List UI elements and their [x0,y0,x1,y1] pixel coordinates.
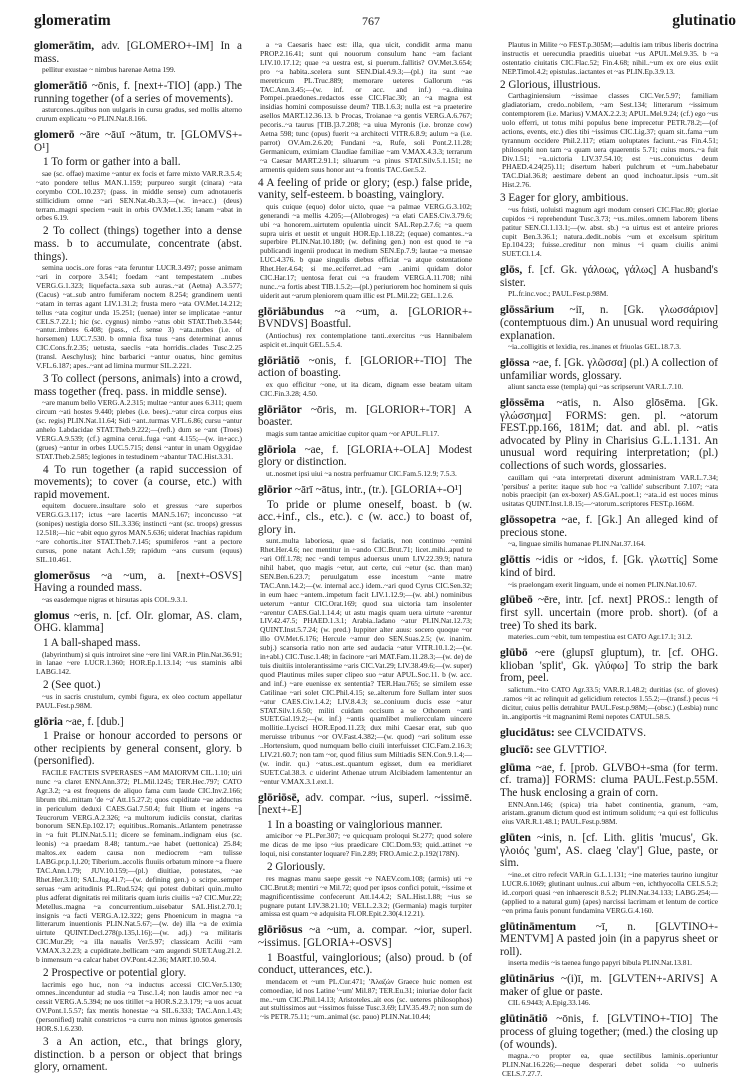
dictionary-entry [500,304,718,352]
headword: glūbō [500,646,528,660]
headword: glomerātiō [34,79,88,93]
entry-header [258,484,472,497]
running-head-last-word: glutinatio [672,12,736,29]
sense-citations: sunt..multa laboriosa, quae si faciatis, non continuo ~emini Rhet.Her.4.6; nec mentitur in ~ando CIC.Brut.71; licet..mihi..apud te ~ari Off.1.78; nec ~andi tempus aduersus unum LIV.22.39.9; natura nihil habet, quo magis ~etur, aut certe, cui ~etur (sc. than man) SEN.Ben.6.23.7; peruulgatum esse incestum ~ante matre TAC.Ann.14.2;—(w. internal acc.) idem..~ari quod Cyrus CIC.Sen.32; in eum haec ~antem..impetum facit LIV.1.12.9;—(w. abl.) nominibus ueterum ~antur CIC.Orat.169; quod sua uictoria tam insolenter ~arentur CAES.Gal.1.14.4; ut astu magis quam uera uirtute ~arentur LIV.42.47.5; PHAED.1.3.1; Arabia..ladano ~atur PLIN.Nat.12.73; QUINT.Inst.5.7.24; (w. pred.) Iuppiter alter auus: socero quoque ~or illo OV.Met.6.176; Hercule ~amur deo SEN.Suas.2.5; (w. inanim. subj.) scansoria ratio non arte sed audacia ~atur VITR.10.1.2;—(w. in+abl.) CIC.Tusc.1.48; in facinore ~ari MAT.Fam.11.28.3;—(w. de) de tuis diuitiis intolerantissime ~aris CIC.Vat.29; LIV.38.49.6;—(w. super) quod Plautinus miles super clipeo suo ~atur APUL.Soc.11. b (w. acc. and inf.) ~are euenisse ex sententia? TER.Hau.765; se similem esse Catilinae ~ari solet CIC.Phil.4.15; se..alterum fore Sullam inter suos ~atur CAES.Civ.1.4.2; LIV.8.4.3; se..coniuum ducis esse ~atur STAT.Silv.1.6.50; militi cuidam occisum a se Othonem ~anti SUET.Gal.19.2;—(w. inf.) ~antis quamlibet muliercculam uincere mollitie..Lyciscí HOR.Epod.11.23; dux mihi Caesar erat, sub quo meruisse tribunus ~or OV.Fast.4.382;—(w. quod) ~ari solitum esse ..Hortensium, quod numquam bello ciuili interfuisset CIC.Fam.2.16.3; LIV.21.60.7; non tam ~or, quod filius sum Miltiadis SEN.Con.9.1.4;—(w. indir. qu.) ~atus..est..quantum egisset, dum ea meridiaret SUET.Cal.38.3. c uiderint Athenae utrum Alcibiadem lamententur an ~entur V.MAX.3.1.ext.1. [260,536,472,786]
sense-definition: To pride or plume oneself, boast. b (w. acc.+inf., cls., etc.). c (w. acc.) to boast of, glory in. [258,498,472,536]
entry-grammar-definition: ~āre ~āuī ~ātum, tr. [GLOMVS+-O¹] [34,129,242,154]
headword: glōs, [500,263,523,277]
dictionary-entry [500,832,718,915]
entry-grammar-definition: ~ōnis, f. [GLVTINO+-TIO] The process of gluing together; (med.) the closing up (of wounds). [500,1013,718,1051]
entry-grammar-definition: ~ōnis, f. [next+-TIO] (app.) The running together (of a series of movements). [34,80,243,105]
dictionary-entry [258,306,472,350]
sense-definition: 3 a An action, etc., that brings glory, distinction. b a person or object that brings glory, ornament. [34,1035,242,1074]
entry-header [34,716,242,729]
entry-header [500,762,718,800]
entry-header [500,397,718,473]
column-left [34,40,242,1079]
entry-header [500,554,718,579]
citation: PL.fr.inc.voc.; PAUL.Fest.p.98M. [508,289,609,299]
column-middle [258,40,472,1027]
entry-grammar-definition: ~ae, f. [Gk.] An alleged kind of precious stone. [500,514,718,539]
citation: CIL 6.9443; A.Epig.33.146. [508,998,591,1008]
headword: glōriōsus [258,923,303,937]
entry-grammar-definition: ~idis or ~idos, f. [Gk. γλωττίς] Some kind of bird. [500,554,719,579]
sense-citations: lacrimis ego huc, non ~a inductus accessi CIC.Ver.5.130; omnes..incenduntur ad studia ~a Tusc.1.4; non laudis amor nec ~a cessit VERG.A.5.394; ne uos titillet ~a HOR.S.2.3.179; ~a uos acuat OV.Pont.1.5.57; fax mentis honestae ~a SIL.6.333; TAC.Ann.1.43; (personified) trahit constrictos ~a curru non minus ignotos generosis HOR.S.1.6.230. [36,979,242,1034]
sense-definition: 1 To form or gather into a ball. [43,156,181,169]
dictionary-entry [500,264,718,299]
dictionary-entry [500,357,718,392]
entry-header [500,1013,718,1051]
citation: aliunt sancta esse (templa) qui ~as scripserunt VAR.L.7.10. [508,382,684,392]
dictionary-entry [258,792,472,920]
headword: glucīō: [500,743,534,757]
dictionary-entry [258,41,472,301]
headword: glōssēma [500,396,545,410]
sense-citations: (labyrinthum) si quis introiret sine ~ere lini VAR.in Plin.Nat.36.91; in lanae ~ere LUCR.1.360; HOR.Ep.1.13.14; ~us staminis albi LABG.142. [36,649,242,677]
entry-grammar-definition: adv. compar. ~ius, superl. ~issimē. [next+-E] [258,791,473,817]
entry-grammar-definition: adv. [GLOMERO+-IM] In a mass. [34,40,242,65]
sense-citations: amicibor ~e PL.Per.307; ~e quicquam proloqui St.277; quod solere me dicas de me ipso ~ius praedicare CIC.Dom.93; quid..attinet ~e loqui, nisi constanter loquare? Fin.2.89; FRO.Amic.2.p.192(178N). [260,831,472,859]
entry-grammar-definition: ~eris, n. [cf. OIr. glomar, AS. clam, OHG. klamma] [34,609,243,635]
dictionary-entry [34,610,242,711]
dictionary-entry [500,594,718,642]
sense-definition: 1 A ball-shaped mass. [43,636,141,649]
sense-citations: FACILE FACTEIS SVPERASES ~AM MAIORVM CIL.1.10; uiri nunc ~a claret ENN.Ann.372; PL.Mil.1245; TER.Hec.797; CATO Agr.3.2; ~a est frequens de aliquo fama cum laude CIC.Inv.2.166; librum tibi..mittam 'de ~a' Att.15.27.2; quos cupiditate ~ae adductus in periculum deduxi CAES.Gal.7.50.4; fuit Ilium et ingens ~a Teucrorum VERG.A.2.326; ~a multorum iudiciis constat, claritas bonorum SEN.Ep.102.17; equitibus..Romanis..Atlantem penetrasse in ~a fuit PLIN.Nat.5.11; dicere se feminam..indignam eius (sc. leonis) ~a praedam 8.48; tantum..~ae habet (uettonica) 25.84; maltos..ex eadem causa non mediocrem ~am tulisse LABG.pr.p.1,l.20; Tiberium..accolis fluuiis orbatum minore ~a fluere TAC.Ann.1.79; JUV.10.159;—(pl.) diuitiae, potestates, ~ae Rhet.Her.3.10; SAL.Jug.41.7;—(w. defining gen.) o scirpe..semper seruas ~am aritudinis PL.Rud.524; qui potest dubitari quin..multo plus adferat dignitatis rei militaris quam iuris ciuilis ~a? CIC.Mur.22; Metellus..magna ~a concurrentium..uisebatur SAL.Hist.2.70.1; insignis ~a facti VERG.A.12.322; gens Phoenicum in magna ~a litterarum inuentionis PLIN.Nat.5.67;—(w. de) illa ~a de eximia uirtute QUINT.Decl.278(p.135,l.16);—(w. adj.) ~a militaris CIC.Mur.29; ~a illa naualis Ver.5.97; classicam Acilii ~am V.MAX.3.2.23; a cupiditate..bellicam ~am augendi SUET.Aug.21.2. b inmensum ~a calcar habet OV.Pont.4.2.36; MART.10.50.4. [36,768,242,965]
entry-header [500,832,718,870]
dictionary-entry [258,924,472,1022]
sense-definition: 3 To collect (persons, animals) into a crowd, mass together (freq. pass. in middle sense). [34,372,242,398]
headword: glomerōsus [34,568,91,582]
entry-grammar-definition: ~ae, f. [Gk. γλῶσσα] (pl.) A collection of unfamiliar words, glossary. [500,357,718,382]
entry-header [500,264,718,289]
sense-definition: 1 In a boasting or vainglorious manner. [267,818,443,831]
sense-citations: ~are manum bello VERG.A.2.315; multae ~antur aues 6.311; quem circum ~ati hostes 9.440; plebes (i.e. bees)..~atur circa corpus eius (sc. regis) PLIN.Nat.11.64; Sidi ~ant..turmas V.FL.6.86; cursu ~antur anhelo Labdacidae STAT.Theb.9.222;—(refl.) dum se ~ant (Troes) VERG.A.9.539; (cf.) agmina cerui..fuga ~ant 4.155;—(w. in+acc.) (grues) ~antur in orbes LUC.5.715; densi ~antur in unam Ogygidae STAT.Theb.2.585; legiones in testudinem ~abantur TAC.Hist.3.31. [36,398,242,461]
sense-citations: res magnas manu saepe gessit ~e NAEV.com.108; (armis) uti ~e CIC.Brut.8; mentiri ~e Mil.72; quod per ipsos confici potuit, ~issime et magnificentissime confecerunt Att.14.4.2; SAL.Hist.1.88; ~ius se pugnare putant LIV.38.21.10; VELL.2.3.2; (Germania) magis turpiter amissa est quam ~e adquisita FLOR.Epit.2.30(4.12.21). [260,873,472,919]
headword: glōria [34,714,63,728]
entry-grammar-definition: ~ere (glupsī gluptum), tr. [cf. OHG. klioban 'split', Gk. γλύφω] To strip the bark from, peel. [500,647,718,685]
sense-citations: mendacem et ~um PL.Cur.471; 'Ἀλαζών Graece huic nomen est comoediae, id nos Latine '~um' Mil.87; TER.Eu.31; iniuriae dolor facit me..~um CIC.Phil.14.13; Aristoteles..ait eos (sc. ueteres philosophos) aut stultissimos aut ~issimos fuisse Tusc.3.69; LIV.35.49.7; non sum de ~is PETR.75.11; ~um..animal (sc. pauo) PLIN.Nat.10.44; [260,976,472,1022]
entry-header [500,594,718,632]
headword: glōrior [258,482,293,496]
entry-header [258,306,472,331]
dictionary-entry [34,40,242,75]
dictionary-entry [500,727,718,740]
entry-header [500,357,718,382]
sense-citations: Plautus in Milite ~o FEST.p.305M;—adultis iam tribus liberis doctrina instructis et uerecundia praeditis uiuebat ~us APUL.Mel.9.35. b ~a ostentatio ciuitatis CIC.Flac.52; Fin.4.68; nihil..~um ex ore eius exiit NEP.Timol.4.2; epistulas..iactantes et ~as PLIN.Ep.3.9.13. [502,40,718,76]
sense-definition: 2 (See quot.) [43,679,101,692]
column-right [500,40,718,1084]
entry-header [34,80,242,105]
entry-header [500,514,718,539]
headword: glōriātiō [258,353,300,367]
entry-header [34,129,242,154]
citation: asturcones..quibus non uulgaris in cursu gradus, sed mollis alterno crurum explicatu ~o PLIN.Nat.8.166. [36,105,242,124]
sense-citations: sae (sc. offae) maxime ~antur ex focis et farre mixto VAR.R.3.5.4; ~ato pondere tellus MAN.1.159; purpureo surgit (cinara) ~ata corymbo COL.10.237; (pass. in middle sense) cum adnotaueris stillicidium omne ~ari SEN.Nat.4b.3.3;—(w. in+acc.) (deus) terram..magni speciem ~auit in orbis OV.Met.1.35; lanam ~abat in orbes 6.19. [36,168,242,223]
sense-citations: a ~a Caesaris haec est: illa, qua uicit, condidit arma manu PROP.2.16.41; sunt qui nouorum consulum hanc ~am faciant LIV.10.17.12; quae ~a uestra est, si puerum..fallitis? OV.Met.3.654; pro ~a habita..scelera sunt SEN.Dial.4.9.3;—(pl.) ita sunt ~ae meretricum PL.Truc.889; memorare ueteres Gallorum ~as TAC.Ann.3.45;—(w. inf. or acc. and inf.) ~a..diuina Pompei..praedones..redactos esse CIC.Flac.30; an ~a magna est insidias homini composuisse deum? TIB.1.6.3; nulla est ~a praeterire asellos MART.12.36.13. b Procas, Troianae ~a gentis VERG.A.6.767; pecoris..~a taurus [TIB.]3.7.208; ~a uiua Myronis (i.e. bronze cow) Aetna 598; tunc (opus) fuerit ~a architecti VITR.6.8.9; aulum ~a (i.e. parrot) OV.Am.2.6.20; Fundani ~a, Rufe, soli Pont.2.11.28; Germanicum, eximiam Claudiae familiae ~am V.MAX.4.3.3; terrarum ~a Caesar MART.2.91.1; siluarum ~a pinus STAT.Silv.5.1.151; ne armentis quidem suus honor aut ~a frontis TAC.Ger.5.2. [260,40,472,174]
sense-citations: ~us in sacris crustulum, cymbi figura, ex oleo coctum appellatur PAUL.Fest.p.98M. [36,691,242,710]
entry-grammar-definition: ~ae, f. [GLORIA+-OLA] Modest glory or distinction. [258,443,473,469]
citation: ~a, linguae similis humanae PLIN.Nat.37.164. [508,539,646,549]
citation: ~as easdemque nigras et hirsutas apis COL.9.3.1. [42,594,188,604]
citation: ENN.Ann.146; (spica) tria habet continentia, granum, ~am, aristam..granum dictum quod est intimum solidum; ~a qui est folliculus eius VAR.R.1.48.1; PAUL.Fest.p.98M. [502,799,718,827]
sense-citations: quis cuique (equo) dolor uicto, quae ~a palmae VERG.G.3.102; generandi ~a mellis 4.205;—(Allobroges) ~a elati CAES.Civ.3.79.6; ubi ~a honorem..uirtutem opulentia uincit SAL.Rep.2.7.6; ~a quem supra uiris et uestit et unguit HOR.Ep.1.18.22; (equae) comantes..~a superbire PLIN.Nat.10.180; (w. defining gen.) non est quod te ~a publicandi ingenii producat in medium SEN.Ep.7.9; lautae ~a mensae LUC.4.376. b quae singulis diebus efficiat ~a atque ostentatione Rhet.Her.4.64; si me..eciferret..ad ~am ..animi quidam dolor CIC.Har.17; uentosa ferat cui ~a fraudem VERG.A.11.708; nihi nunc..~a fortis abest TIB.1.5.2;—(pl.) periuriorem hoc hominem si quis uiderit aut ~arum pleniorem quam illic est PL.Mil.22; GEL.1.2.6. [260,201,472,300]
citation: magna..~o propter ea, quae sectilibus laminis..operiuntur PLIN.Nat.16.226;—neque desperari debet solida ~o uulneris CELS.7.27.7. [502,1051,718,1078]
headword: glūbeō [500,593,533,607]
sense-definition: 2 Prospective or potential glory. [43,966,187,979]
entry-header [258,444,472,469]
entry-grammar-definition: ~atis, n. Also glōsēma. [Gk. γλώσσημα] FORMS: gen. pl. ~atorum FEST.pp.166, 181M; dat. and abl. pl. ~atis advocated by Pliny in Charisius G.L.1.131. An unusual word requiring interpretation; (pl.) collections of such words, glossaries. [500,397,718,473]
headword: glōriātor [258,402,302,416]
entry-header [258,404,472,429]
headword: glomerō [34,128,75,142]
entry-grammar-definition: ~a ~um, a. [GLORIOR+-BVNDVS] Boastful. [258,305,472,331]
entry-grammar-definition: ~iī, n. [Gk. γλωσσάριον] (contemptuous dim.) An unusual word requiring explanation. [500,304,718,342]
sense-definition: 2 Gloriously. [267,861,326,874]
entry-grammar-definition: ~ōris, m. [GLORIOR+-TOR] A boaster. [258,403,472,429]
headword: glūtinārius [500,972,555,986]
running-head-first-word: glomeratim [34,12,111,29]
citation: ~ine..et citro refecit VAR.in G.L.1.131; ~ine materies taurino iungitur LUCR.6.1069; glutinant uulnus..cui album ~en, ichthyocolla CELS.5.2; id..corpori quasi ~en inhaerescit 8.5.2; PLIN.Nat.34.133; LABG.254;—(applied to a natural gum) (apes) narcissi lacrimam et lentum de cortice ~en prima fauis ponunt fundamina VERG.G.4.160. [502,870,718,915]
sense-citations: Carthaginiensium ~issimae classes CIC.Ver.5.97; familiam gladiatoriam, credo..nobilem, ~am Sest.134; litterarum ~issimum contemptorem (i.e. Marius) V.MAX.2.2.3; APUL.Mel.9.24; (cf.) ego ~us uolo efferri, ut totus mihi populus bene imprecetur PETR.78.2;—(of actions, events, etc.) dies tibi ~issimus CIC.Lig.37; quam sit..fama ~um tyrannum occidere Phil.2.117; etiam uoluptates faciunt..~as Fin.4.51; philosophi non tam ~a quam uera quaerentis 5.71; cuius mors..~a fuit Div.1.51; ~a..uictoria LIV.37.54.10; est ~us..conuictus deum PHAED.4.24(25).11; disertum haberi pulchrum et ~um..habebatur TAC.Dial.36.8; aestimare debent an quod inchoatur..ipsis ~um..sit Hist.2.76. [502,91,718,190]
dictionary-entry [500,762,718,828]
headword: glōssārium [500,303,555,317]
dictionary-entry [258,355,472,399]
entry-grammar-definition: ~a ~um, a. [next+-OSVS] Having a rounded mass. [34,569,242,595]
running-head [0,12,750,34]
sense-definition: 4 A feeling of pride or glory; (esp.) false pride, vanity, self-esteem. b boasting, vainglory. [258,176,472,202]
citation: pellitur exustae ~ nimbus harenae Aetna 199. [42,65,176,75]
entry-grammar-definition: ~ī, n. [GLVTINO+-MENTVM] A pasted join (in a papyrus sheet or roll). [500,920,718,958]
sense-citations: equitem docuere..insultare solo et gressus ~are superbos VERG.G.3.117; ictus ~are lacertis MAN.5.167; inconcusso ~at (sonipes) uestigia dorso SIL.3.336; instincti ~ant (sc. troops) gressus 12.518;—hic ~abit equo gyros MAN.5.636; uiderat Inachias rapidum ~are cohortis..iter STAT.Theb.7.145; spumiferos ~ant a pectore cursus, pone natant Ach.1.59; rapidum ~ans cursum (equus) SIL.10.461. [36,501,242,564]
sense-definition: 4 To run together (a rapid succession of movements); to cover (a course, etc.) with rapid movement. [34,463,242,501]
dictionary-entry [34,129,242,565]
entry-header [500,973,718,998]
citation: ex quo efficitur ~one, ut ita dicam, dignam esse beatam uitam CIC.Fin.3.28; 4.50. [260,379,472,398]
dictionary-entry [500,973,718,1008]
entry-header [34,610,242,635]
entry-header [500,647,718,685]
dictionary-entry [258,484,472,787]
headword: glūtināmentum [500,919,577,933]
entry-grammar-definition: ~inis, n. [cf. Lith. glitis 'mucus', Gk. γλοιός 'gum', AS. claeg 'clay'] Glue, paste, or sim. [500,832,719,870]
entry-header [500,744,718,757]
entry-header [34,570,242,595]
headword: glōssa [500,356,530,369]
entry-grammar-definition: ~onis, f. [GLORIOR+-TIO] The action of boasting. [258,354,473,380]
entry-header [258,355,472,380]
sense-definition: 2 To collect (things) together into a dense mass. b to accumulate, concentrate (abst. things). [34,225,242,263]
dictionary-entry [34,80,242,124]
dictionary-entry [258,404,472,439]
dictionary-entry [258,444,472,479]
headword: glūma [500,760,531,774]
citation: cauillam qui ~ata interpretati dixerunt administram VAR.L.7.34; 'persibus' a perite: itaque sub hoc ~a 'callide' subscribunt 7.107; ~ata nobis praecipit (an ex-boxer) AS.GAL.poet.1; ~ata..id est uoces minus usitatas QUINT.Inst.1.8.15;—~atorum..scriptores FEST.p.166M. [502,472,718,509]
headword: glōttis [500,553,531,567]
entry-header [500,304,718,342]
dictionary-entry [500,514,718,549]
headword: glucidātus: [500,725,555,739]
entry-grammar-definition: ~ae, f. [dub.] [65,715,124,728]
entry-grammar-definition: ~(i)ī, m. [GLVTEN+-ARIVS] A maker of glue or paste. [500,973,718,998]
sense-definition: 3 Eager for glory, ambitious. [500,192,629,205]
entry-header [34,40,242,65]
page-number: 767 [362,14,380,28]
citation: ~is praelongam exerit linguam, unde ei nomen PLIN.Nat.10.67. [508,579,697,589]
sense-citations: semina uocis..ore foras ~ata feruntur LUCR.3.497; posse animam ~ari in corpore 3.541; foedam ~ant tempestatem ..nubes VERG.G.1.323; liquefacta..saxa sub auras..~at (Aetna) A.3.577; (Cacus) ~at..sub antro fumiferam noctem 8.254; grandinem uenti ~atam in terras agant LIV.1.31.2; frusta mero ~ata OV.Met.14.212; tellus ~ata cogitur unda 15.251; (uenae) inter se implicatae ~antur CELS.7.22.1; hic (sc. cygnus) nimbo ~atus obit STAT.Theb.3.544; ~antur..imbres 6.408; (pass., cf. sense 3) ~ata..nubes (i.e. of horsemen) LUC.7.530. b omnia fixa tuus ~ans determinat annus CIC.Cons.fr.2.35; uetusta, saeclis ~ata horridis..clades Tusc.2.25 (transl. Aeschylus); hinc barbarici ~antur ouatus, hinc gemitus V.FL.6.187; apes..~ant ad limina murmur SIL.2.221. [36,263,242,371]
citation: (Antiochus) rex contemplatione tanti..exercitus ~us Hannibalem aspicit et..inquit GEL.5.5.4. [260,330,472,349]
dictionary-entry [34,716,242,1074]
entry-grammar-definition: ~ae, f. [prob. GLVBO+-sma (for term. cf. trama)] FORMS: cluma PAUL.Fest.p.55M. The husk enclosing a grain of corn. [500,761,719,799]
headword: glūtinātiō [500,1012,548,1026]
headword: glōssopetra [500,513,557,527]
dictionary-entry [500,1013,718,1079]
dictionary-entry [500,647,718,721]
entry-grammar-definition: ~a ~um, a. compar. ~ior, superl. ~issimus. [GLORIA+-OSVS] [258,924,472,949]
citation: ut..nosmet ipsi uiui ~a nostra perfruamur CIC.Fam.5.12.9; 7.5.3. [266,469,457,479]
entry-header [258,792,472,817]
citation: materies..cum ~ebit, tum tempestiua est CATO Agr.17.1; 31.2. [508,632,693,642]
headword: glūten [500,831,531,845]
dictionary-entry [500,554,718,589]
dictionary-entry [500,921,718,969]
citation: inserta mediis ~is taenea fungo papyri bibula PLIN.Nat.13.81. [508,958,693,968]
entry-grammar-definition: see CLVCIDATVS. [557,726,647,739]
dictionary-entry [500,41,718,259]
citation: magis sum tantae amicitiae cupitor quam ~or APUL.Fl.17. [266,428,440,438]
sense-definition: 1 Boastful, vainglorious; (also) proud. b (of conduct, utterances, etc.). [258,951,472,977]
entry-header [500,727,718,740]
entry-header [500,921,718,959]
dictionary-entry [34,570,242,605]
entry-grammar-definition: see GLVTTIO². [536,744,607,757]
sense-definition: 2 Glorious, illustrious. [500,78,601,91]
dictionary-entry [500,744,718,757]
entry-header [258,924,472,949]
headword: glōriābundus [258,304,324,318]
entry-grammar-definition: ~ēre, intr. [cf. next] PROS.: length of first syll. uncertain (more prob. short). (of a tree) To shed its bark. [500,594,718,632]
entry-grammar-definition: f. [cf. Gk. γάλοως, γάλως] A husband's sister. [500,264,719,289]
headword: glomus [34,608,70,622]
headword: glōriola [258,442,296,456]
citation: salictum..~ito CATO Agr.33.5; VAR.R.1.48.2; duritias (sc. of gloves) .ramos ~it ac relinquit ad gelicidium retectos 1.55.2;—(transf.) pecus ~i dicitur, cuius pellis detrahitur PAUL.Fest.p.98M;—(obsc.) (Lesbia) nunc in..angiportis ~it magnanimi Remi nepotes CATUL.58.5. [502,684,718,721]
dictionary-entry [500,397,718,509]
headword: glōriōsē, [258,790,300,804]
headword: glomerātim, [34,39,95,52]
sense-definition: 1 Praise or honour accorded to persons or other recipients by general consent, glory. b (personified). [34,730,242,768]
citation: ~ia..colligitis et lexidia, res..inanes et friuolas GEL.18.7.3. [508,342,681,352]
entry-grammar-definition: ~ārī ~ātus, intr., (tr.). [GLORIA+-O¹] [294,483,462,496]
sense-citations: ~us fuisti, uoluisti magnum agri modum censeri CIC.Flac.80; gloriae cupidos ~i reprehendunt Tusc.3.73; ~us..miles..omnem laborem libens patitur SEN.Cl.1.13.1;—(w. abst. sb.) ~a uirtus est et anteire priores cupit Ben.3.36.1; natura..dedit..nobis ~um et excelsum spiritum Ep.104.23; fuisse..creditur non minus ~i quam ciuilis animi SUET.Cl.1.4. [502,204,718,259]
